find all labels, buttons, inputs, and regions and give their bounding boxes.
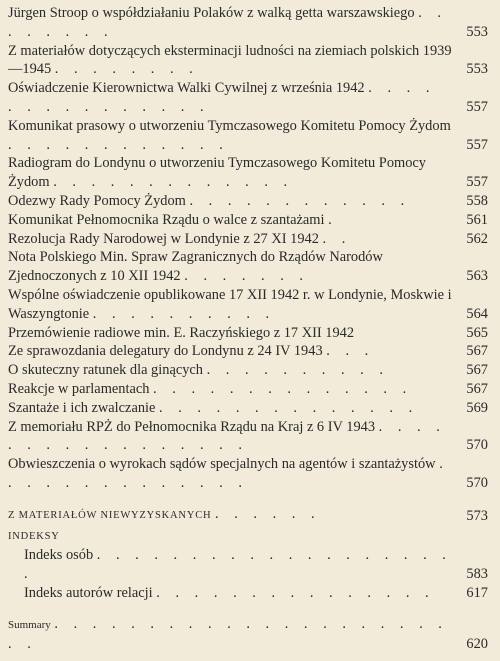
toc-entry-title: Rezolucja Rady Narodowej w Londynie z 27 XI 1942 (8, 230, 319, 247)
toc-entry-page: 563 (466, 268, 488, 285)
toc-entry-page: 561 (466, 211, 488, 228)
toc-entry-page: 565 (466, 324, 488, 341)
toc-entry-title: Wspólne oświadczenie opublikowane 17 XII 1942 r. w Londynie, Moskwie i Waszyngtonie (8, 286, 452, 322)
dot-leader: . . . . . . . . . . . . (189, 192, 411, 209)
toc-entry[interactable] (8, 230, 488, 249)
toc-entry-title: O skuteczny ratunek dla ginących (8, 362, 203, 379)
dot-leader: . . . . . . . . . . . . . . . . . . . . (24, 547, 452, 583)
toc-entry[interactable] (8, 399, 488, 418)
toc-entry-title: Radiogram do Londynu o utworzeniu Tymczasowego Komitetu Pomocy Żydom (8, 155, 426, 191)
toc-entry-title: Z materiałów dotyczących eksterminacji ludności na ziemiach polskich 1939—1945 (8, 42, 452, 78)
toc-entry-page: 567 (466, 380, 488, 397)
toc-entry[interactable] (8, 79, 488, 117)
dot-leader: . . . . . . . . . . . . . (53, 174, 294, 191)
toc-entry-page: 570 (466, 474, 488, 491)
dot-leader: . . . . . . (215, 505, 321, 522)
toc-entry[interactable] (8, 154, 488, 192)
toc-entry-page: 557 (466, 98, 488, 115)
toc-entry-page: 562 (466, 230, 488, 247)
toc-entry[interactable] (8, 418, 488, 456)
index-entry-page: 583 (466, 566, 488, 583)
dot-leader: . . . . . . . (184, 268, 310, 285)
toc-section-indexes (8, 526, 488, 547)
toc-entry[interactable] (8, 211, 488, 230)
summary-title: Summary (8, 618, 51, 631)
toc-section-unrecovered[interactable] (8, 505, 488, 526)
toc-entry-title: Obwieszczenia o wyrokach sądów specjalnych na agentów i szantażystów (8, 456, 436, 473)
toc-entry-title: Ze sprawozdania delegatury do Londynu z 24 IV 1943 (8, 343, 323, 360)
dot-leader: . . . . . . . . . . . . . . (8, 456, 449, 491)
section-title: Z MATERIAŁÓW NIEWYZYSKANYCH (8, 509, 212, 521)
toc-entry-page: 557 (466, 136, 488, 153)
spacer (8, 493, 488, 505)
toc-entry-title: Komunikat Pełnomocnika Rządu o walce z szantażami (8, 211, 325, 228)
toc-entry[interactable] (8, 42, 488, 80)
dot-leader: . . . (326, 343, 375, 360)
toc-entry-title: Komunikat prasowy o utworzeniu Tymczasowego Komitetu Pomocy Żydom (8, 117, 451, 134)
toc-entry-title: Oświadczenie Kierownictwa Walki Cywilnej z września 1942 (8, 80, 365, 97)
dot-leader: . . . . . . . . . . (92, 305, 276, 322)
dot-leader: . . . . . . . . . . . . . . . (8, 80, 436, 115)
summary-page: 620 (466, 635, 488, 652)
toc-entry[interactable] (8, 192, 488, 211)
toc-entry-title: Z memoriału RPŻ do Pełnomocnika Rządu na Kraj z 6 IV 1943 (8, 418, 376, 435)
toc-entry[interactable] (8, 248, 488, 286)
dot-leader: . . . . . . . . . . . . . . . . . . . . . . . (8, 615, 448, 652)
dot-leader: . . . . . . . . (54, 61, 199, 78)
toc-entry[interactable] (8, 361, 488, 380)
toc-entry-page: 570 (466, 437, 488, 454)
toc-entry[interactable] (8, 324, 488, 343)
toc-entry-page: 567 (466, 343, 488, 360)
toc-index-entry[interactable] (8, 546, 488, 584)
index-entry-page: 617 (466, 584, 488, 601)
dot-leader: . . . . . . . . (8, 5, 447, 40)
toc-entry-page: 569 (466, 399, 488, 416)
dot-leader: . . . . . . . . . . . . . . . . . (8, 418, 446, 454)
toc-entry-title: Przemówienie radiowe min. E. Raczyńskiego z 17 XII 1942 (8, 324, 355, 341)
toc-entry-page: 553 (466, 61, 488, 78)
toc-entry-page: 564 (466, 305, 488, 322)
dot-leader: . . . . . . . . . . (206, 362, 389, 379)
dot-leader: . (328, 211, 338, 228)
toc-entry-title: Nota Polskiego Min. Spraw Zagranicznych do Rządów Narodów Zjednoczonych z 10 XII 1942 (8, 249, 383, 285)
dot-leader: . . . . . . . . . . . . . . (153, 380, 413, 397)
index-entry-title: Indeks autorów relacji (24, 584, 153, 601)
toc-entry-page: 557 (466, 174, 488, 191)
toc-entry-title: Reakcje w parlamentach (8, 380, 150, 397)
toc-entry[interactable] (8, 117, 488, 155)
toc-entry[interactable] (8, 455, 488, 493)
dot-leader: . . (322, 230, 352, 247)
toc-entry[interactable] (8, 286, 488, 324)
table-of-contents (8, 4, 488, 653)
toc-entry-page: 567 (466, 362, 488, 379)
section-title: INDEKSY (8, 530, 60, 542)
toc-index-entry[interactable] (8, 584, 488, 603)
toc-entry-page: 558 (466, 192, 488, 209)
spacer (8, 603, 488, 615)
toc-summary[interactable] (8, 615, 488, 654)
toc-entry-title: Szantaże i ich zwalczanie (8, 399, 156, 416)
section-page: 573 (466, 507, 488, 524)
toc-entry-title: Jürgen Stroop o współdziałaniu Polaków z walką getta warszawskiego (8, 5, 415, 21)
dot-leader: . . . . . . . . . . . . (8, 136, 229, 153)
index-entry-title: Indeks osób (24, 547, 94, 564)
dot-leader: . . . . . . . . . . . . . . (159, 399, 419, 416)
toc-entry-page: 553 (466, 23, 488, 40)
toc-entry[interactable] (8, 342, 488, 361)
toc-entry[interactable] (8, 380, 488, 399)
toc-entry-title: Odezwy Rady Pomocy Żydom (8, 192, 186, 209)
toc-entry[interactable] (8, 4, 488, 42)
dot-leader: . . . . . . . . . . . . . . . (156, 584, 435, 601)
